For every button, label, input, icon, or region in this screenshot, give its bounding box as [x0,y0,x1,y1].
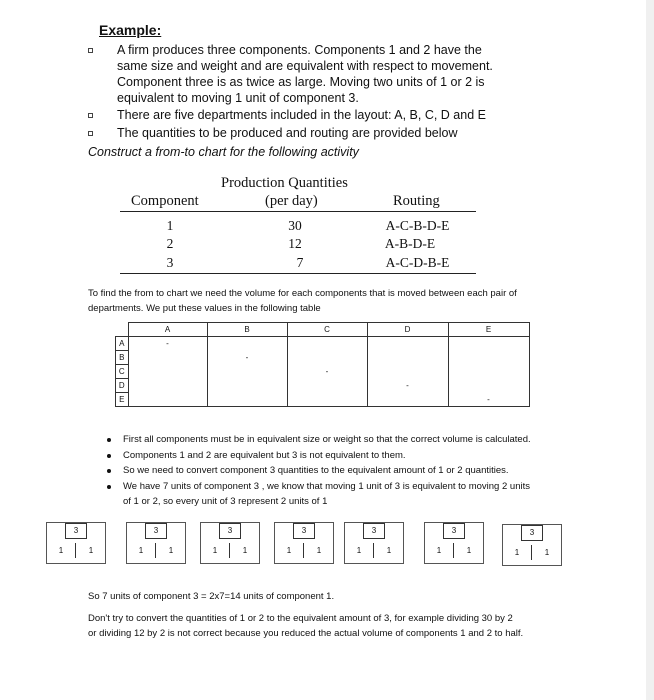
unit-left: 1 [503,545,532,560]
row-header: D [116,379,129,393]
diag-cell: - [128,337,207,351]
cell [207,337,287,351]
conclusion-text: So 7 units of component 3 = 2x7=14 units of component 1. [88,591,335,602]
diag-cell: - [207,351,287,365]
dot-bullet-line: of 1 or 2, so every unit of 3 represent 2 units of 1 [123,496,328,507]
cell [207,379,287,393]
cell [287,337,367,351]
dot-bullet-icon [107,438,111,442]
unit-left: 1 [425,543,454,558]
diag-cell: - [287,365,367,379]
dot-bullet-icon [107,454,111,458]
unit-left: 1 [47,543,76,558]
dot-bullet-text: Components 1 and 2 are equivalent but 3 is not equivalent to them. [123,450,406,461]
dot-bullet-icon [107,469,111,473]
cell [207,365,287,379]
from-to-table [115,322,530,407]
bullet-1-text [117,42,493,106]
unit-box [274,522,334,564]
cell-routing: A-C-D-B-E [385,255,450,270]
diag-cell: - [367,379,448,393]
cell [128,351,207,365]
unit-right: 1 [466,546,472,555]
warning-line: Don't try to convert the quantities of 1 or 2 to the equivalent amount of 3, for example dividing 30 by 2 [88,613,513,624]
intro-paragraph [88,286,578,316]
warning-text [88,611,588,641]
unit-top: 3 [363,523,385,539]
row-header: B [116,351,129,365]
bullet-1-line: A firm produces three components. Components 1 and 2 have the [117,43,482,57]
unit-right: 1 [242,546,248,555]
cell [367,337,448,351]
col-header-component: Component [131,193,199,209]
unit-box [502,524,562,566]
unit-left: 1 [201,543,230,558]
warning-line: or dividing 12 by 2 is not correct because you reduced the actual volume of components 1 and 2 to half. [88,628,524,639]
dot-bullet-text [123,479,583,509]
cell-component: 2 [166,236,174,251]
cell-component: 1 [166,218,174,233]
cell [367,365,448,379]
unit-right: 1 [168,546,174,555]
cell [287,351,367,365]
unit-top: 3 [65,523,87,539]
bullet-1-line: equivalent to moving 1 unit of component 3. [117,91,359,105]
diag-cell: - [448,393,529,407]
bullet-2-text: There are five departments included in the layout: A, B, C, D and E [117,108,486,122]
page-edge [646,0,654,700]
bullet-3-text: The quantities to be produced and routing are provided below [117,126,458,140]
cell-quantity: 12 [288,236,302,251]
row-header: C [116,365,129,379]
example-heading: Example: [99,22,162,38]
cell [448,351,529,365]
unit-top: 3 [521,525,543,541]
unit-left: 1 [127,543,156,558]
row-header: A [116,337,129,351]
table-bottom-rule [120,273,476,274]
cell [367,351,448,365]
col-header-quantity: (per day) [265,193,318,209]
cell [128,393,207,407]
cell-component: 3 [166,255,174,270]
unit-top: 3 [219,523,241,539]
intro-line: To find the from to chart we need the volume for each components that is moved between each pair of [88,288,517,299]
cell [448,379,529,393]
cell [128,365,207,379]
square-bullet-icon [88,48,93,53]
unit-top: 3 [145,523,167,539]
cell [128,379,207,393]
cell [287,393,367,407]
row-header: E [116,393,129,407]
unit-left: 1 [275,543,304,558]
production-caption: Production Quantities [221,175,348,191]
corner-cell [116,323,129,337]
dot-bullet-text: First all components must be in equivalent size or weight so that the correct volume is calculated. [123,434,531,445]
table-top-rule [120,211,476,212]
bullet-1-line: same size and weight and are equivalent with respect to movement. [117,59,493,73]
cell [367,393,448,407]
unit-top: 3 [443,523,465,539]
unit-box [200,522,260,564]
cell-quantity: 30 [288,218,302,233]
cell-routing: A-B-D-E [384,236,436,251]
square-bullet-icon [88,113,93,118]
cell [448,337,529,351]
unit-top: 3 [293,523,315,539]
cell [207,393,287,407]
col-header: E [448,323,529,337]
unit-box [344,522,404,564]
dot-bullet-line: We have 7 units of component 3 , we know that moving 1 unit of 3 is equivalent to moving 2 units [123,481,530,492]
col-header: B [207,323,287,337]
unit-right: 1 [544,548,550,557]
cell [448,365,529,379]
col-header: D [367,323,448,337]
unit-left: 1 [345,543,374,558]
unit-right: 1 [316,546,322,555]
unit-right: 1 [386,546,392,555]
col-header-routing: Routing [393,193,440,209]
dot-bullet-text: So we need to convert component 3 quantities to the equivalent amount of 1 or 2 quantities. [123,465,509,476]
square-bullet-icon [88,131,93,136]
unit-box [424,522,484,564]
unit-box [126,522,186,564]
intro-line: departments. We put these values in the following table [88,303,321,314]
cell [287,379,367,393]
cell-routing: A-C-B-D-E [385,218,450,233]
bullet-1-line: Component three is as twice as large. Moving two units of 1 or 2 is [117,75,485,89]
col-header: A [128,323,207,337]
col-header: C [287,323,367,337]
unit-right: 1 [88,546,94,555]
unit-box [46,522,106,564]
instruction-text: Construct a from-to chart for the following activity [88,145,359,159]
dot-bullet-icon [107,485,111,489]
cell-quantity: 7 [296,255,304,270]
